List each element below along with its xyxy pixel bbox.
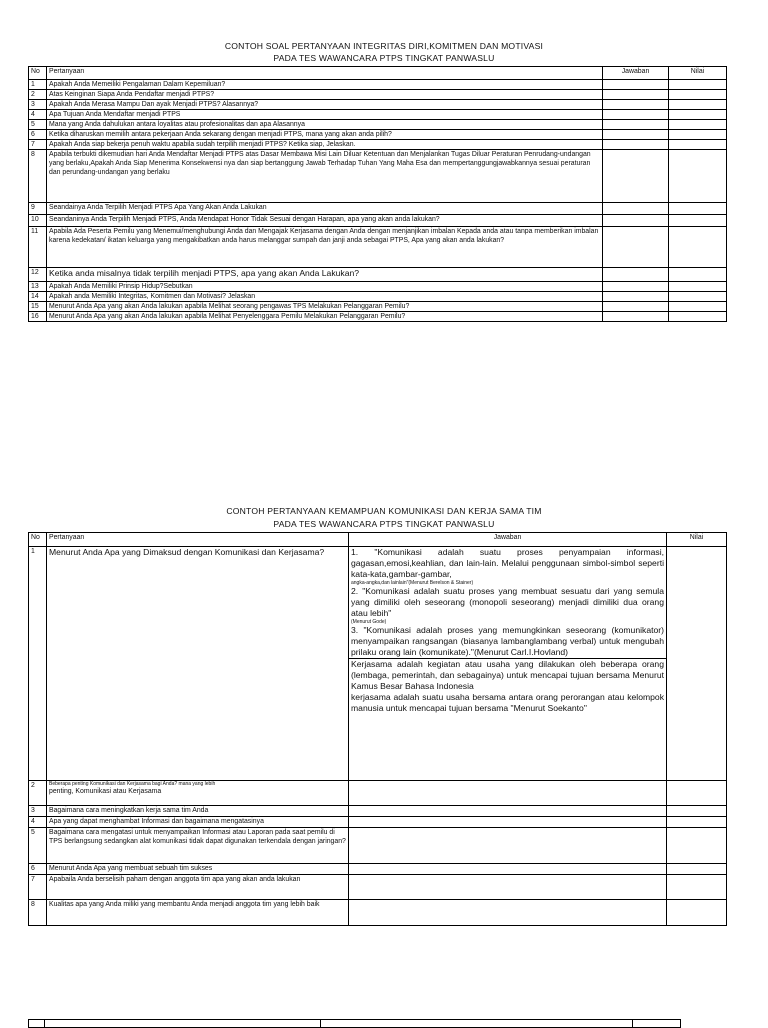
answer-cell[interactable] (349, 547, 667, 781)
table-row (29, 80, 727, 90)
table-row (29, 875, 727, 900)
row-question: Atas Keinginan Siapa Anda Pendaftar menjadi PTPS? (47, 90, 603, 100)
score-cell[interactable] (669, 282, 727, 292)
answer-cell[interactable] (349, 806, 667, 817)
section1-title-line1: CONTOH SOAL PERTANYAAN INTEGRITAS DIRI,KOMITMEN DAN MOTIVASI (224, 41, 544, 51)
row-question: Seandaninya Anda Terpilih Menjadi PTPS, Anda Mendapat Honor Tidak Sesuai dengan Harapan, apa yang akan anda lakukan? (47, 215, 603, 227)
answer-cell[interactable] (603, 140, 669, 150)
section2-title-line1: CONTOH PERTANYAAN KEMAMPUAN KOMUNIKASI DAN KERJA SAMA TIM (226, 506, 542, 516)
answer-cell[interactable] (603, 100, 669, 110)
header-answer: Jawaban (603, 67, 669, 80)
answer-cell[interactable] (603, 292, 669, 302)
row-no: 1 (29, 80, 47, 90)
table-row (29, 900, 727, 926)
row-question: Apakah Anda Memeiliki Pengalaman Dalam Kepemiluan? (47, 80, 603, 90)
row-question-main: penting, Komunikasi atau Kerjasama (49, 788, 162, 795)
score-cell[interactable] (669, 100, 727, 110)
table-row (29, 100, 727, 110)
table-row (29, 120, 727, 130)
table-row (29, 547, 727, 781)
row-no: 8 (29, 900, 47, 926)
score-cell[interactable] (669, 302, 727, 312)
answer-cell[interactable] (349, 781, 667, 806)
row-no: 9 (29, 203, 47, 215)
answer-cell[interactable] (349, 900, 667, 926)
row-no: 8 (29, 150, 47, 203)
table-row (29, 302, 727, 312)
row-question (47, 781, 349, 806)
row-no: 6 (29, 864, 47, 875)
definition-soekanto: kerjasama adalah suatu usaha bersama antara orang perorangan atau kelompok manusia untuk mencapai tujuan bersama "Menurut Soekanto" (351, 692, 664, 713)
row-question: Apabila terbukti dikemudian hari Anda Mendaftar Menjadi PTPS atas Dasar Membawa Misi Lain Diluar Ketentuan dan Menjalankan Tugas Diluar Peraturan Penrudang-undangan yang berlaku,Apakah Anda Siap Menerima Konsekwensi nya dan siap bertanggung Jawab Terhadap Tuhan Yang Maha Esa dan mempertanggungjawabkannya sesuai peraturan dan perundang-undangan yang berlaku (47, 150, 603, 203)
table-row (29, 268, 727, 282)
integrity-questions-table (28, 66, 727, 322)
table-row (29, 130, 727, 140)
row-no: 12 (29, 268, 47, 282)
row-no: 4 (29, 110, 47, 120)
answer-cell[interactable] (603, 130, 669, 140)
score-cell[interactable] (669, 80, 727, 90)
row-question: Menurut Anda Apa yang Dimaksud dengan Komunikasi dan Kerjasama? (47, 547, 349, 781)
communication-definitions (349, 547, 666, 659)
score-cell[interactable] (667, 828, 727, 864)
score-cell[interactable] (669, 203, 727, 215)
answer-cell[interactable] (603, 150, 669, 203)
table-row (29, 215, 727, 227)
header-answer: Jawaban (349, 533, 667, 547)
row-question-small: Beberapa penting Komunikasi dan Kerjasama bagi Anda? mana yang lebih (49, 781, 216, 787)
score-cell[interactable] (667, 806, 727, 817)
row-question: Apa Tujuan Anda Mendaftar menjadi PTPS (47, 110, 603, 120)
row-question: Apakah Anda Memiliki Prinsip Hidup?Sebutkan (47, 282, 603, 292)
table-row (29, 282, 727, 292)
header-no: No (29, 533, 47, 547)
row-question: Menurut Anda Apa yang membuat sebuah tim sukses (47, 864, 349, 875)
row-no: 3 (29, 806, 47, 817)
header-no: No (29, 67, 47, 80)
score-cell[interactable] (667, 875, 727, 900)
score-cell[interactable] (669, 312, 727, 322)
header-question: Pertanyaan (47, 533, 349, 547)
table-row (29, 90, 727, 100)
row-question: Seandainya Anda Terpilih Menjadi PTPS Apa Yang Akan Anda Lakukan (47, 203, 603, 215)
header-score: Nilai (667, 533, 727, 547)
table-row (29, 227, 727, 268)
row-no: 16 (29, 312, 47, 322)
score-cell[interactable] (669, 90, 727, 100)
row-no: 6 (29, 130, 47, 140)
definition-gode-source: (Menurut Gode) (351, 619, 387, 625)
answer-cell[interactable] (603, 80, 669, 90)
header-score: Nilai (669, 67, 727, 80)
definition-gode: 2. "Komunikasi adalah suatu proses yang membuat sesuatu dari yang semula yang dimiliki oleh seseorang (monopoli seseorang) menjadi dimiliki dua orang atau lebih" (351, 586, 664, 618)
definition-hovland: 3. "Komunikasi adalah proses yang memungkinkan seseorang (komunikator) menyampaikan rangsangan (biasanya lambanglambang verbal) untuk mengubah prilaku orang lain (komunikate)."(Menurut Carl.I.Hovland) (351, 625, 664, 657)
row-no: 5 (29, 120, 47, 130)
row-no: 1 (29, 547, 47, 781)
row-question: Bagaimana cara mengatasi untuk menyampaikan Informasi atau Laporan pada saat pemilu di TPS berlangsung sedangkan alat komunikasi tidak dapat digunakan terkendala dengan jaringan? (47, 828, 349, 864)
answer-cell[interactable] (603, 203, 669, 215)
row-question: Apabaila Anda berselisih paham dengan anggota tim apa yang akan anda lakukan (47, 875, 349, 900)
table-row (29, 864, 727, 875)
score-cell[interactable] (667, 864, 727, 875)
row-question: Apabila Ada Peserta Pemilu yang Menemui/menghubungi Anda dan Mengajak Kerjasama dengan Anda dengan menjanjikan imbalan Kepada anda atau tanpa memberikan imbalan karena kedekatan/ ikatan keluarga yang mengakibatkan anda harus melanggar sumpah dan janji anda sebagai PTPS, Apa yang akan anda lakukan? (47, 227, 603, 268)
score-cell[interactable] (669, 130, 727, 140)
table-row (29, 817, 727, 828)
table-row (29, 781, 727, 806)
row-no: 4 (29, 817, 47, 828)
table-row (29, 203, 727, 215)
table-row (29, 140, 727, 150)
row-no: 2 (29, 781, 47, 806)
row-no: 15 (29, 302, 47, 312)
row-question: Apa yang dapat menghambat Informasi dan bagaimana mengatasinya (47, 817, 349, 828)
answer-cell[interactable] (349, 817, 667, 828)
definition-kbbi: Kerjasama adalah kegiatan atau usaha yang dilakukan oleh beberapa orang (lembaga, pemerintah, dan sebagainya) untuk mencapai tujuan bersama Menurut Kamus Besar Bahasa Indonesia (351, 659, 664, 691)
row-no: 5 (29, 828, 47, 864)
score-cell[interactable] (669, 268, 727, 282)
score-cell[interactable] (667, 817, 727, 828)
score-cell[interactable] (669, 150, 727, 203)
row-question: Ketika diharuskan memilih antara pekerjaan Anda sekarang dengan menjadi PTPS, mana yang akan anda pilih? (47, 130, 603, 140)
answer-cell[interactable] (603, 312, 669, 322)
row-no: 11 (29, 227, 47, 268)
score-cell[interactable] (669, 215, 727, 227)
row-no: 2 (29, 90, 47, 100)
answer-cell[interactable] (603, 90, 669, 100)
answer-cell[interactable] (603, 302, 669, 312)
row-question: Ketika anda misalnya tidak terpilih menjadi PTPS, apa yang akan Anda Lakukan? (47, 268, 603, 282)
answer-cell[interactable] (349, 875, 667, 900)
table-header-row (29, 533, 727, 547)
score-cell[interactable] (669, 227, 727, 268)
section1-title-line2: PADA TES WAWANCARA PTPS TINGKAT PANWASLU (273, 53, 495, 63)
row-question: Kualitas apa yang Anda miliki yang membantu Anda menjadi anggota tim yang lebih baik (47, 900, 349, 926)
answer-cell[interactable] (349, 828, 667, 864)
communication-questions-table (28, 532, 727, 926)
row-no: 13 (29, 282, 47, 292)
row-no: 10 (29, 215, 47, 227)
answer-cell[interactable] (603, 268, 669, 282)
row-question: Menurut Anda Apa yang akan Anda lakukan apabila Melihat Penyelenggara Pemilu Melakukan Pelanggaran Pemilu? (47, 312, 603, 322)
row-no: 3 (29, 100, 47, 110)
table-row (29, 828, 727, 864)
score-cell[interactable] (669, 140, 727, 150)
row-no: 7 (29, 875, 47, 900)
score-cell[interactable] (667, 547, 727, 781)
table-row (29, 110, 727, 120)
table-header-row (29, 67, 727, 80)
cooperation-definitions (349, 659, 666, 714)
row-question: Apakah Anda siap bekerja penuh waktu apabila sudah terpilih menjadi PTPS? Ketika siap, Jelaskan. (47, 140, 603, 150)
table-row (29, 312, 727, 322)
answer-cell[interactable] (603, 110, 669, 120)
answer-cell[interactable] (603, 282, 669, 292)
row-no: 14 (29, 292, 47, 302)
score-cell[interactable] (667, 900, 727, 926)
score-cell[interactable] (669, 120, 727, 130)
score-cell[interactable] (667, 781, 727, 806)
section2-title-line2: PADA TES WAWANCARA PTPS TINGKAT PANWASLU (273, 519, 495, 529)
answer-cell[interactable] (603, 227, 669, 268)
row-question: Apakah anda Memiliki Integritas, Komitmen dan Motivasi? Jelaskan (47, 292, 603, 302)
score-cell[interactable] (669, 110, 727, 120)
answer-cell[interactable] (349, 864, 667, 875)
answer-cell[interactable] (603, 120, 669, 130)
score-cell[interactable] (669, 292, 727, 302)
table-row (29, 806, 727, 817)
header-question: Pertanyaan (47, 67, 603, 80)
row-question: Apakah Anda Merasa Mampu Dan ayak Menjadi PTPS? Alasannya? (47, 100, 603, 110)
row-no: 7 (29, 140, 47, 150)
row-question: Menurut Anda Apa yang akan Anda lakukan apabila Melihat seorang pengawas TPS Melakukan Pelanggaran Pemilu? (47, 302, 603, 312)
table-row (29, 292, 727, 302)
definition-berelson-source: angka-angka,dan lainlain"(Menurut Berelson & Stainer) (351, 580, 474, 586)
row-question: Bagaimana cara meningkatkan kerja sama tim Anda (47, 806, 349, 817)
table-row (29, 150, 727, 203)
answer-cell[interactable] (603, 215, 669, 227)
row-question: Mana yang Anda dahulukan antara loyalitas atau profesionalitas dan apa Alasannya (47, 120, 603, 130)
definition-berelson: 1. "Komunikasi adalah suatu proses penyampaian informasi, gagasan,emosi,keahlian, dan lain-lain. Melalui penggunaan simbol-simbol seperti kata-kata,gambar-gambar, (351, 547, 664, 579)
